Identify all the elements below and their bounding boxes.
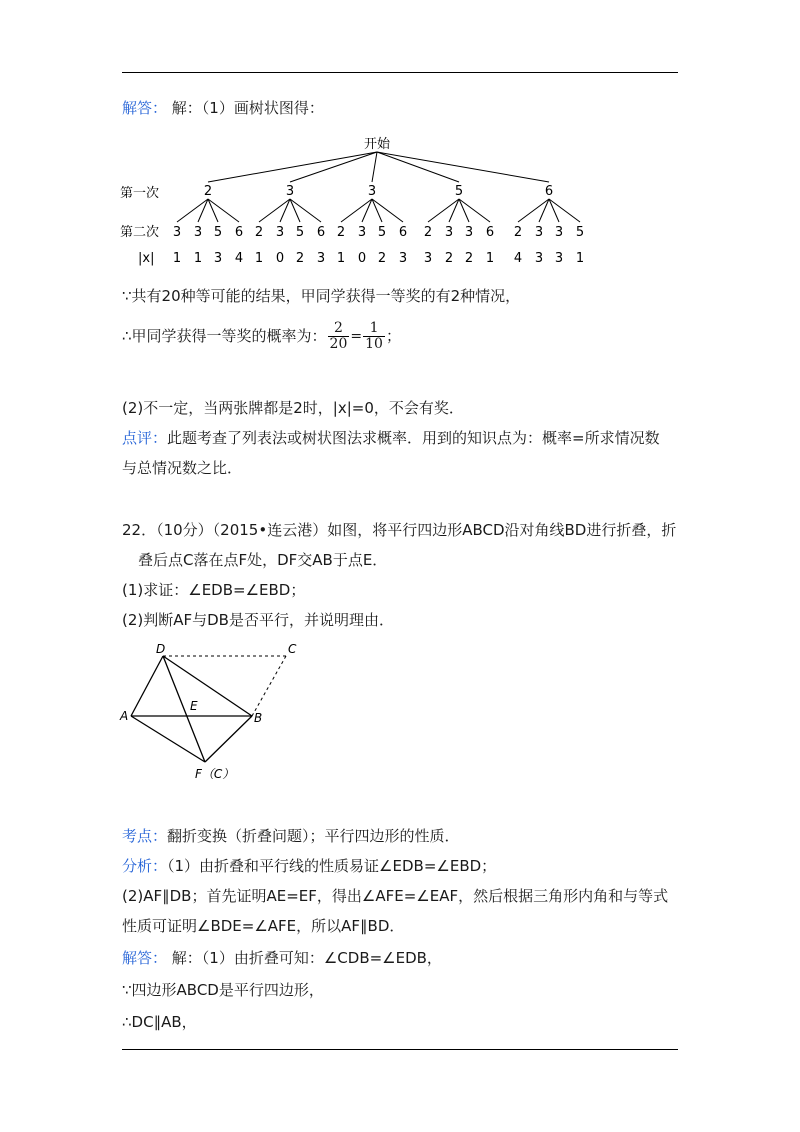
comment-line-2: 与总情况数之比． <box>122 459 243 477</box>
equals-sign: = <box>350 328 363 345</box>
tree-second-draw: 3 <box>172 225 182 240</box>
answer-intro <box>122 98 324 118</box>
part2-answer: (2)不一定，当两张牌都是2时，|x|=0，不会有奖． <box>122 399 464 417</box>
tree-second-draw: 6 <box>485 225 495 240</box>
tree-absx-value: 2 <box>377 251 387 266</box>
jieda-line <box>122 948 442 968</box>
tree-second-draw: 3 <box>534 225 544 240</box>
tree-absx-value: 4 <box>234 251 244 266</box>
parallelogram-line: ∵四边形ABCD是平行四边形， <box>122 981 324 999</box>
tree-absx-value: 1 <box>336 251 346 266</box>
tree-absx-value: 2 <box>464 251 474 266</box>
tree-edge-root <box>372 152 377 182</box>
fenxi-text: （1）由折叠和平行线的性质易证∠EDB=∠EBD； <box>167 857 497 875</box>
segment-bf <box>205 716 252 762</box>
frac1-den: 20 <box>329 336 348 352</box>
tree-first-draw: 3 <box>367 184 377 199</box>
tree-branches <box>173 152 584 266</box>
tree-edge-root <box>377 152 459 182</box>
frac2-num: 1 <box>363 321 385 337</box>
prob-prefix: ∴甲同学获得一等奖的概率为： <box>122 327 327 345</box>
tree-second-draw: 5 <box>295 225 305 240</box>
segment-db <box>163 656 252 716</box>
tree-absx-value: 1 <box>575 251 585 266</box>
label-d: D <box>156 642 166 656</box>
tree-absx-value: 1 <box>485 251 495 266</box>
label-c: C <box>288 642 297 656</box>
label-a: A <box>120 709 129 723</box>
tree-absx-value: 1 <box>193 251 203 266</box>
top-rule <box>122 72 678 73</box>
tree-edge-root <box>208 152 377 182</box>
segment-da <box>131 656 163 716</box>
tree-absx-value: 3 <box>398 251 408 266</box>
fenxi-2b-line: 性质可证明∠BDE=∠AFE，所以AF∥BD． <box>122 917 405 935</box>
segment-af <box>131 716 205 762</box>
jieda-text: 解：（1）由折叠可知：∠CDB=∠EDB， <box>171 949 442 967</box>
row3-label: |x| <box>138 251 155 266</box>
total-outcomes: ∵共有20种等可能的结果，甲同学获得一等奖的有2种情况， <box>122 287 521 305</box>
frac2-den: 10 <box>365 336 383 352</box>
question22-part2: (2)判断AF与DB是否平行，并说明理由． <box>122 611 394 629</box>
tree-diagram <box>0 128 800 268</box>
tree-absx-value: 3 <box>423 251 433 266</box>
parallelogram-figure <box>118 640 318 780</box>
tree-second-draw: 5 <box>575 225 585 240</box>
tree-first-draw: 3 <box>285 184 295 199</box>
tree-absx-value: 4 <box>513 251 523 266</box>
frac1-num: 2 <box>328 321 350 337</box>
tree-second-draw: 3 <box>275 225 285 240</box>
answer-label: 解答： <box>122 99 168 117</box>
tree-first-draw: 2 <box>203 184 213 199</box>
fraction-2-20 <box>328 321 350 352</box>
question22-line1: 22．（10分）（2015•连云港）如图，将平行四边形ABCD沿对角线BD进行折叠，折 <box>122 521 677 539</box>
tree-absx-value: 3 <box>316 251 326 266</box>
tree-second-draw: 6 <box>316 225 326 240</box>
bottom-rule <box>122 1049 678 1050</box>
comment-line-1 <box>122 428 660 448</box>
question22-part1: (1)求证：∠EDB=∠EBD； <box>122 581 306 599</box>
prob-suffix: ； <box>385 327 401 345</box>
label-e: E <box>190 699 198 713</box>
tree-second-draw: 3 <box>444 225 454 240</box>
fraction-1-10 <box>363 321 385 352</box>
row2-label: 第二次 <box>120 225 160 240</box>
kaodian-line <box>122 826 460 846</box>
label-f: F（C） <box>195 767 235 780</box>
tree-absx-value: 0 <box>357 251 367 266</box>
dc-parallel-ab-line: ∴DC∥AB， <box>122 1013 197 1031</box>
tree-first-draw: 6 <box>544 184 554 199</box>
tree-absx-value: 0 <box>275 251 285 266</box>
segment-df <box>163 656 205 762</box>
tree-second-draw: 3 <box>193 225 203 240</box>
tree-absx-value: 2 <box>295 251 305 266</box>
kaodian-text: 翻折变换（折叠问题）；平行四边形的性质． <box>167 827 460 845</box>
label-b: B <box>254 711 263 725</box>
tree-second-draw: 5 <box>377 225 387 240</box>
tree-second-draw: 2 <box>423 225 433 240</box>
tree-second-draw: 6 <box>398 225 408 240</box>
tree-edge-root <box>377 152 549 182</box>
fenxi-label: 分析： <box>122 857 168 875</box>
tree-second-draw: 3 <box>464 225 474 240</box>
tree-second-draw: 2 <box>336 225 346 240</box>
kaodian-label: 考点： <box>122 827 168 845</box>
row1-label: 第一次 <box>120 186 160 201</box>
probability-line <box>122 318 401 355</box>
tree-second-draw: 5 <box>213 225 223 240</box>
answer-intro-text: 解：（1）画树状图得： <box>171 99 324 117</box>
tree-absx-value: 1 <box>254 251 264 266</box>
tree-absx-value: 3 <box>534 251 544 266</box>
tree-first-draw: 5 <box>454 184 464 199</box>
fenxi-2a-line: (2)AF∥DB；首先证明AE=EF，得出∠AFE=∠EAF，然后根据三角形内角和与等式 <box>122 887 669 905</box>
tree-root: 开始 <box>363 137 391 152</box>
tree-second-draw: 2 <box>513 225 523 240</box>
question22-line2: 叠后点C落在点F处，DF交AB于点E． <box>138 551 388 569</box>
tree-second-draw: 3 <box>357 225 367 240</box>
tree-absx-value: 1 <box>172 251 182 266</box>
tree-absx-value: 3 <box>554 251 564 266</box>
tree-edge-root <box>290 152 377 182</box>
tree-second-draw: 6 <box>234 225 244 240</box>
tree-absx-value: 3 <box>213 251 223 266</box>
fenxi-line <box>122 856 496 876</box>
segment-cb <box>252 656 286 716</box>
tree-second-draw: 3 <box>554 225 564 240</box>
comment-label: 点评： <box>122 429 168 447</box>
jieda-label: 解答： <box>122 949 168 967</box>
tree-second-draw: 2 <box>254 225 264 240</box>
comment-text-1: 此题考查了列表法或树状图法求概率．用到的知识点为：概率=所求情况数 <box>167 429 660 447</box>
tree-absx-value: 2 <box>444 251 454 266</box>
